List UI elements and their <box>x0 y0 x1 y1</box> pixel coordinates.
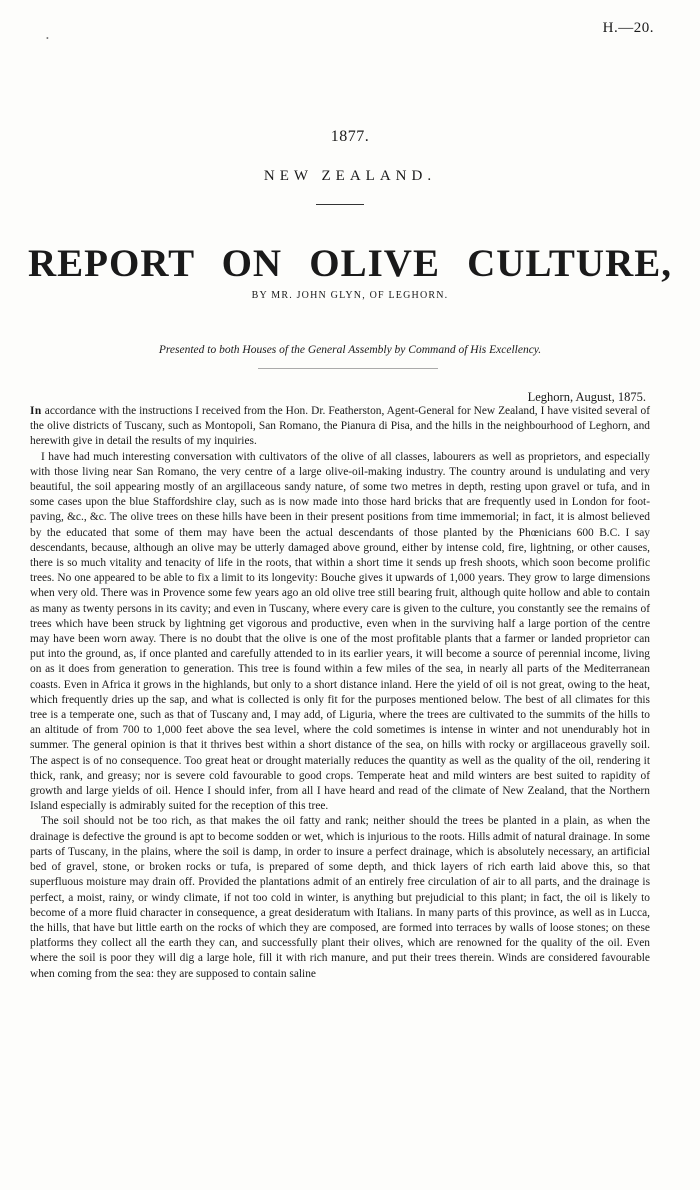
paragraph-1 <box>30 404 650 450</box>
year-heading: 1877. <box>330 128 370 145</box>
presentation-note: Presented to both Houses of the General Assembly by Command of His Excellency. <box>158 344 542 356</box>
report-title: REPORT ON OLIVE CULTURE, <box>28 242 672 285</box>
short-rule <box>316 204 364 205</box>
divider-rule <box>258 368 438 369</box>
opening-word: In <box>30 405 42 417</box>
paragraph-3: The soil should not be too rich, as that makes the oil fatty and rank; neither should the trees be planted in a plain, as when the drainage is defective the ground is apt to become sodden or wet, which is injurious to the roots. Hills admit of natural drainage. In some parts of Tuscany, in the plains, where the soil is damp, in order to insure a perfect drainage, which is absolutely necessary, an artificial bed of gravel, stone, or broken rocks or tufa, is prepared of some depth, and thick layers of rich earth laid above this, so that superfluous moisture may drain off. Provided the plantations admit of an entirely free circulation of air to all parts, and the drainage is perfect, a moist, rainy, or windy climate, if not too cold in winter, is anything but prejudicial to this plant; in fact, the oil is likely to become of a more fluid character in consequence, a great desideratum with Italians. In many parts of this province, as well as in Lucca, the hills, that have but little earth on the rocks of which they are composed, are formed into terraces by walls of loose stones; on these platforms they collect all the earth they can, and successfully plant their olives, which are renowned for the quality of the oil. Even where the soil is poor they will dig a large hole, fill it with rich manure, and put their trees therein. Winds are considered favourable when coming from the sea: they are supposed to contain saline <box>30 815 650 980</box>
country-heading: NEW ZEALAND. <box>263 168 437 184</box>
paragraph-2: I have had much interesting conversation with cultivators of the olive of all classes, labourers as well as proprietors, and especially with those living near San Romano, the very centre of a large olive-oil-making industry. The country around is undulating and very beautiful, the soil appearing mostly of an argillaceous sandy nature, of some two metres in depth, resting upon gravel or tufa, and in some cases upon the blue Staffordshire clay, such as is now made into those hard bricks that are frequently used in London for foot-paving, &c., &c. The olive trees on these hills have been in their present positions from time immemorial; in fact, it is almost believed by the educated that some of them may have been the actual descendants of those planted by the Phœnicians 600 B.C. I say descendants, because, although an olive may be utterly damaged above ground, either by intense cold, fire, lightning, or other causes, there is so much vitality and tenacity of life in the roots, that within a short time it sends up fresh shoots, which soon become prolific trees. No one appeared to be able to fix a limit to its longevity: Bouche gives it upwards of 1,000 years. They grow to large dimensions when very old. There was in Provence some few years ago an old olive tree still bearing fruit, although quite hollow and able to contain as many as twenty persons in its cavity; and even in Tuscany, where every care is given to the culture, you constantly see the remains of trees which have been struck by lightning get vigorous and productive, even when in the surviving half a large portion of the centre may have been worn away. There is no doubt that the olive is one of the most profitable plants that a farmer or landed proprietor can put into the ground, as, if once planted and carefully attended to in its earlier years, it will become a source of perennial income, living on as it does from generation to generation. This tree is found within a few miles of the sea, in nearly all parts of the Mediterranean coasts. Even in Africa it grows in the highlands, but only to a short distance inland. Here the yield of oil is not great, owing to the heat, which frequently dries up the sap, and what is collected is only fit for the purposes mentioned below. The best of all climates for this tree is a temperate one, such as that of Tuscany and, I may add, of Liguria, where the trees are cultivated to the summits of the hills to an altitude of from 700 to 1,000 feet above the sea level, where the cold sometimes is intense in winter and not unendurably hot in summer. The general opinion is that it thrives best within a short distance of the sea, on hills with rocky or argillaceous gravelly soil. The aspect is of no consequence. Too great heat or drought materially reduces the quantity as well as the quality of the oil, rendering it thick, rank, and greasy; nor is severe cold favourable to good crops. Temperate heat and mild winters are best suited to rapidity of growth and large yields of oil. Hence I should infer, from all I have heard and read of the climate of New Zealand, that the Northern Island especially is admirably suited for the reception of this tree. <box>30 450 650 813</box>
corner-mark: • <box>46 34 49 43</box>
author-line: BY MR. JOHN GLYN, OF LEGHORN. <box>251 290 449 301</box>
report-body <box>30 404 650 982</box>
document-reference: H.—20. <box>602 20 654 36</box>
dateline: Leghorn, August, 1875. <box>527 390 646 404</box>
paragraph-1-text: accordance with the instructions I received from the Hon. Dr. Featherston, Agent-General for New Zealand, I have visited several of the olive districts of Tuscany, such as Montopoli, San Romano, the Pianura di Pisa, and the hills in the neighbourhood of Leghorn, and herewith give in detail the results of my inquiries. <box>30 405 650 448</box>
